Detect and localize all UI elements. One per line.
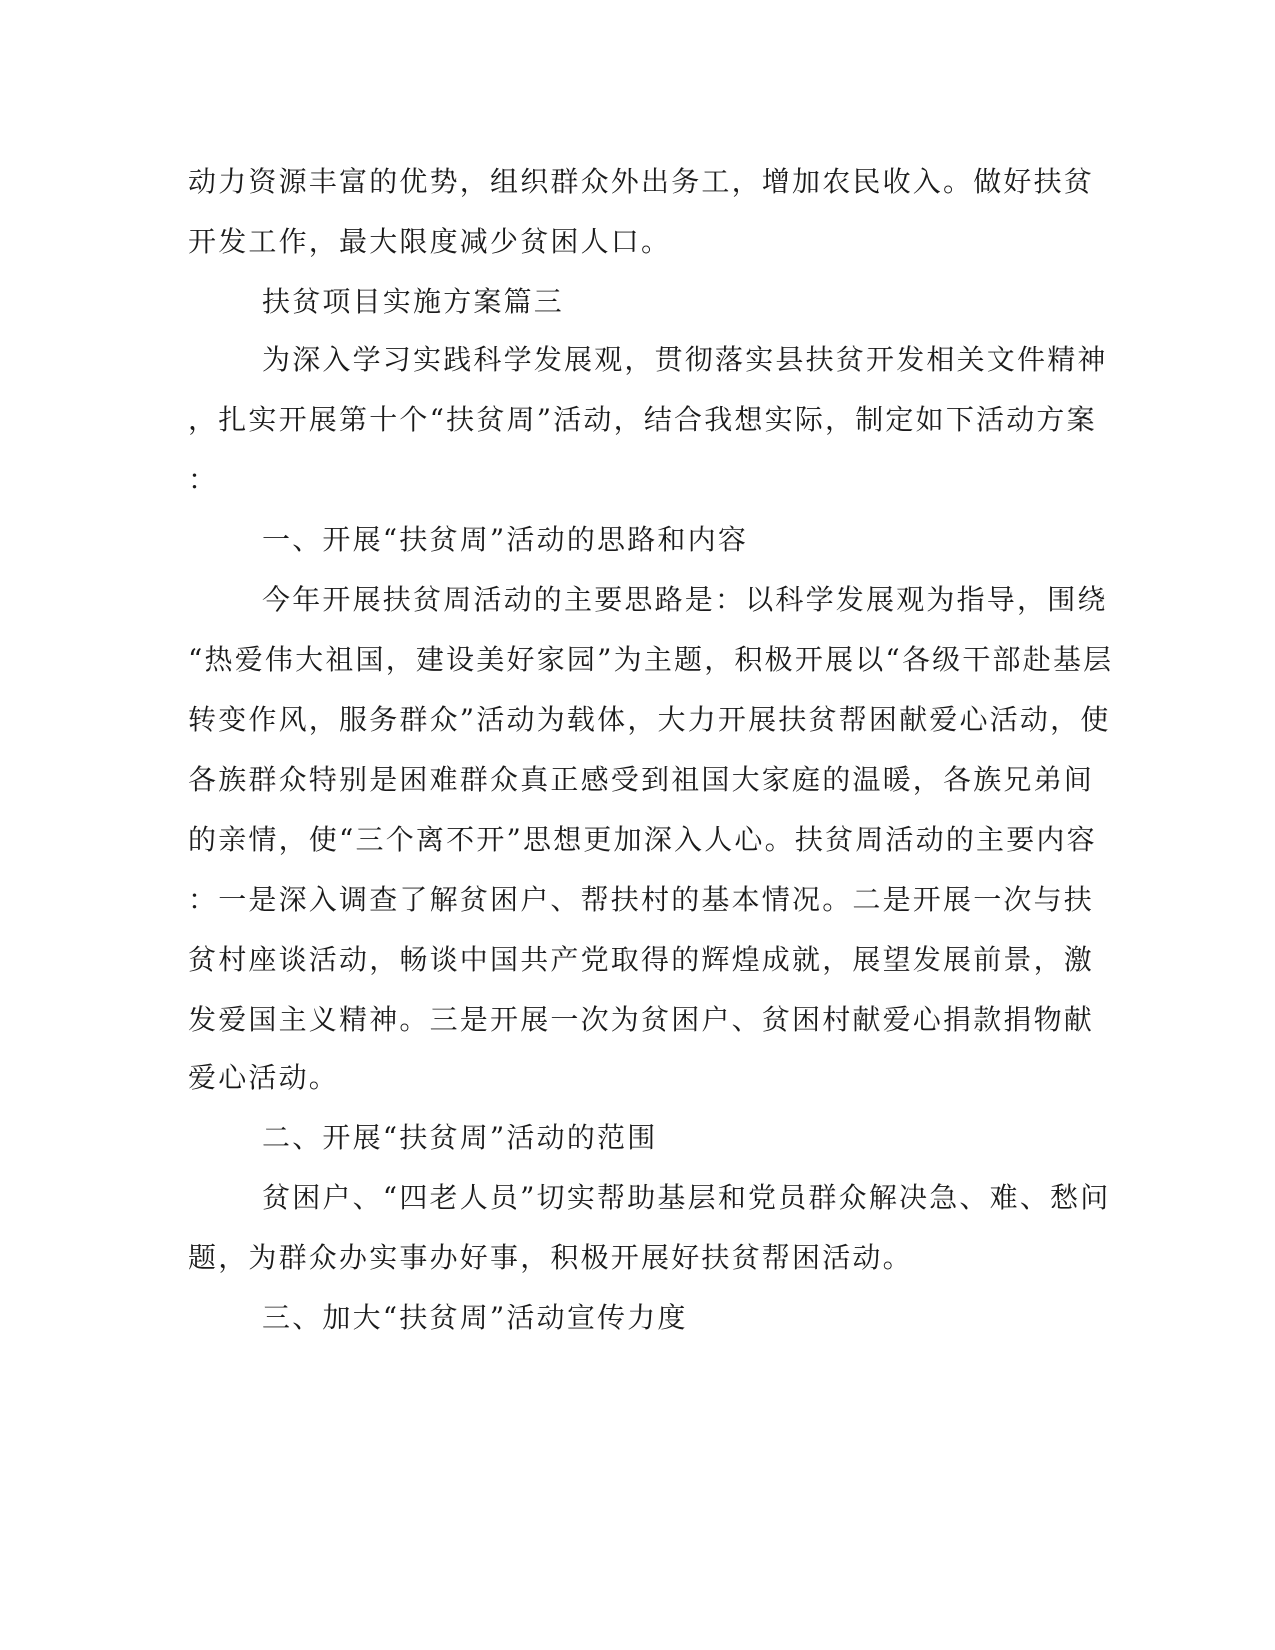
- text-line: 的亲情，使“三个离不开”思想更加深入人心。扶贫周活动的主要内容: [188, 823, 1097, 856]
- text-line: 开发工作，最大限度减少贫困人口。: [188, 225, 672, 258]
- text-line: 爱心活动。: [188, 1061, 340, 1094]
- section-heading: 三、加大“扶贫周”活动宣传力度: [262, 1301, 688, 1334]
- text-line: 贫困户、“四老人员”切实帮助基层和党员群众解决急、难、愁问: [262, 1181, 1111, 1214]
- text-line: “热爱伟大祖国，建设美好家园”为主题，积极开展以“各级干部赴基层: [188, 643, 1114, 676]
- text-line: ：: [188, 463, 219, 496]
- text-line: 发爱国主义精神。三是开展一次为贫困户、贫困村献爱心捐款捐物献: [188, 1003, 1095, 1036]
- section-heading: 二、开展“扶贫周”活动的范围: [262, 1121, 658, 1154]
- text-line: 今年开展扶贫周活动的主要思路是：以科学发展观为指导，围绕: [262, 583, 1108, 616]
- text-line: ：一是深入调查了解贫困户、帮扶村的基本情况。二是开展一次与扶: [188, 883, 1095, 916]
- text-line: ，扎实开展第十个“扶贫周”活动，结合我想实际，制定如下活动方案: [188, 403, 1097, 436]
- text-line: 动力资源丰富的优势，组织群众外出务工，增加农民收入。做好扶贫: [188, 165, 1095, 198]
- text-line: 各族群众特别是困难群众真正感受到祖国大家庭的温暖，各族兄弟间: [188, 763, 1095, 796]
- text-line: 题，为群众办实事办好事，积极开展好扶贫帮困活动。: [188, 1241, 913, 1274]
- text-line: 贫村座谈活动，畅谈中国共产党取得的辉煌成就，展望发展前景，激: [188, 943, 1095, 976]
- text-line: 转变作风，服务群众”活动为载体，大力开展扶贫帮困献爱心活动，使: [188, 703, 1111, 736]
- text-line: 为深入学习实践科学发展观，贯彻落实县扶贫开发相关文件精神: [262, 343, 1108, 376]
- section-title: 扶贫项目实施方案篇三: [262, 285, 565, 318]
- section-heading: 一、开展“扶贫周”活动的思路和内容: [262, 523, 749, 556]
